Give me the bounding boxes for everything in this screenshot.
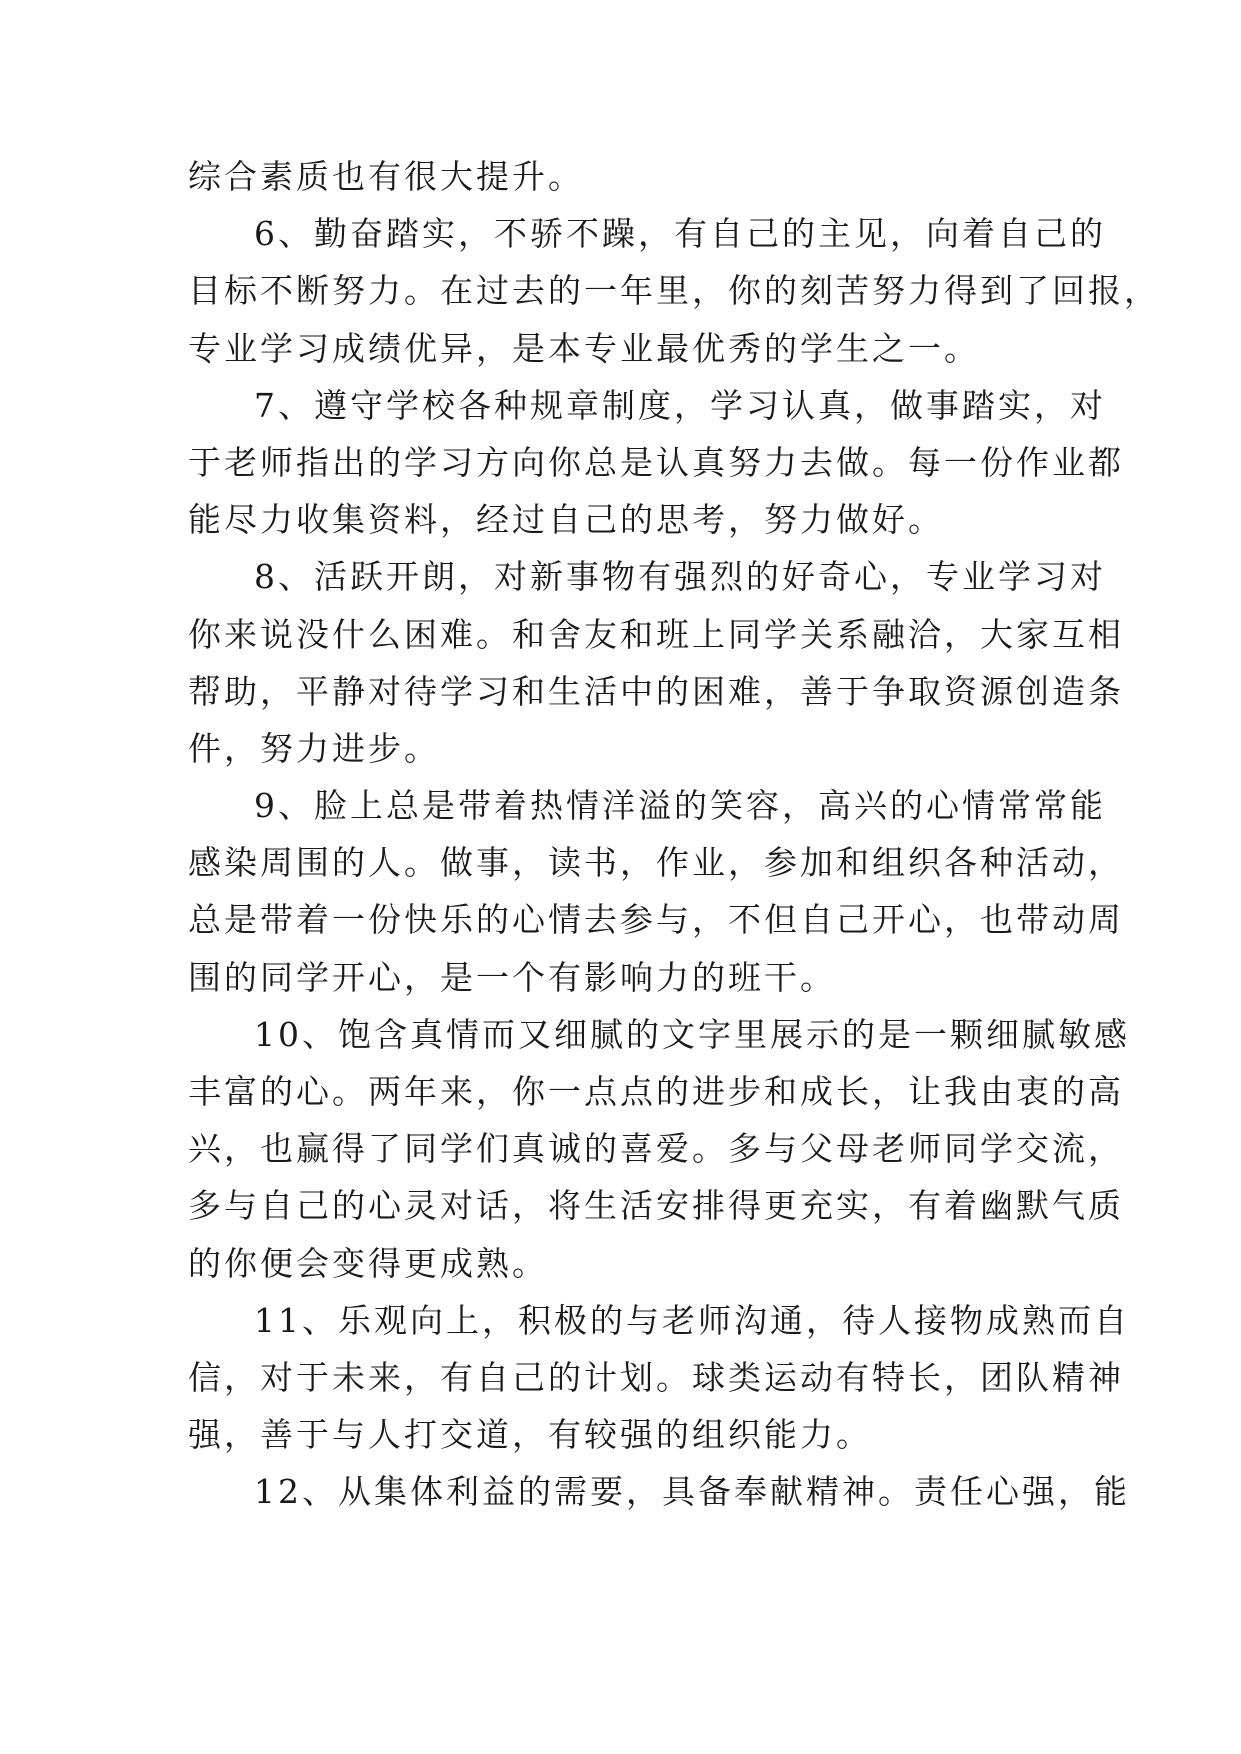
- text-line: 6、勤奋踏实，不骄不躁，有自己的主见，向着自己的: [254, 214, 1106, 254]
- text-line: 11、乐观向上，积极的与老师沟通，待人接物成熟而自: [254, 1300, 1130, 1340]
- document-body: [188, 148, 1160, 1521]
- text-line: 强，善于与人打交道，有较强的组织能力。: [188, 1415, 872, 1455]
- text-line: 12、从集体利益的需要，具备奉献精神。责任心强，能: [254, 1472, 1130, 1512]
- text-line: 目标不断努力。在过去的一年里，你的刻苦努力得到了回报，: [188, 271, 1160, 311]
- text-line: 7、遵守学校各种规章制度，学习认真，做事踏实，对: [254, 385, 1106, 425]
- text-line: 于老师指出的学习方向你总是认真努力去做。每一份作业都: [188, 442, 1124, 482]
- text-line: 你来说没什么困难。和舍友和班上同学关系融洽，大家互相: [188, 614, 1124, 654]
- text-line: 兴，也赢得了同学们真诚的喜爱。多与父母老师同学交流，: [188, 1129, 1124, 1169]
- text-line: 能尽力收集资料，经过自己的思考，努力做好。: [188, 500, 944, 540]
- text-line: 总是带着一份快乐的心情去参与，不但自己开心，也带动周: [188, 900, 1124, 940]
- text-line: 感染周围的人。做事，读书，作业，参加和组织各种活动，: [188, 843, 1124, 883]
- text-line: 的你便会变得更成熟。: [188, 1243, 548, 1283]
- text-line: 围的同学开心，是一个有影响力的班干。: [188, 957, 836, 997]
- text-line: 10、饱含真情而又细腻的文字里展示的是一颗细腻敏感: [254, 1014, 1130, 1054]
- text-line: 帮助，平静对待学习和生活中的困难，善于争取资源创造条: [188, 671, 1124, 711]
- text-line: 丰富的心。两年来，你一点点的进步和成长，让我由衷的高: [188, 1072, 1124, 1111]
- text-line: 专业学习成绩优异，是本专业最优秀的学生之一。: [188, 328, 980, 368]
- text-line: 件，努力进步。: [188, 728, 440, 768]
- text-line: 9、脸上总是带着热情洋溢的笑容，高兴的心情常常能: [254, 786, 1106, 826]
- text-line: 信，对于未来，有自己的计划。球类运动有特长，团队精神: [188, 1357, 1124, 1397]
- text-line: 综合素质也有很大提升。: [188, 157, 584, 196]
- text-line: 8、活跃开朗，对新事物有强烈的好奇心，专业学习对: [254, 557, 1106, 597]
- text-line: 多与自己的心灵对话，将生活安排得更充实，有着幽默气质: [188, 1186, 1124, 1226]
